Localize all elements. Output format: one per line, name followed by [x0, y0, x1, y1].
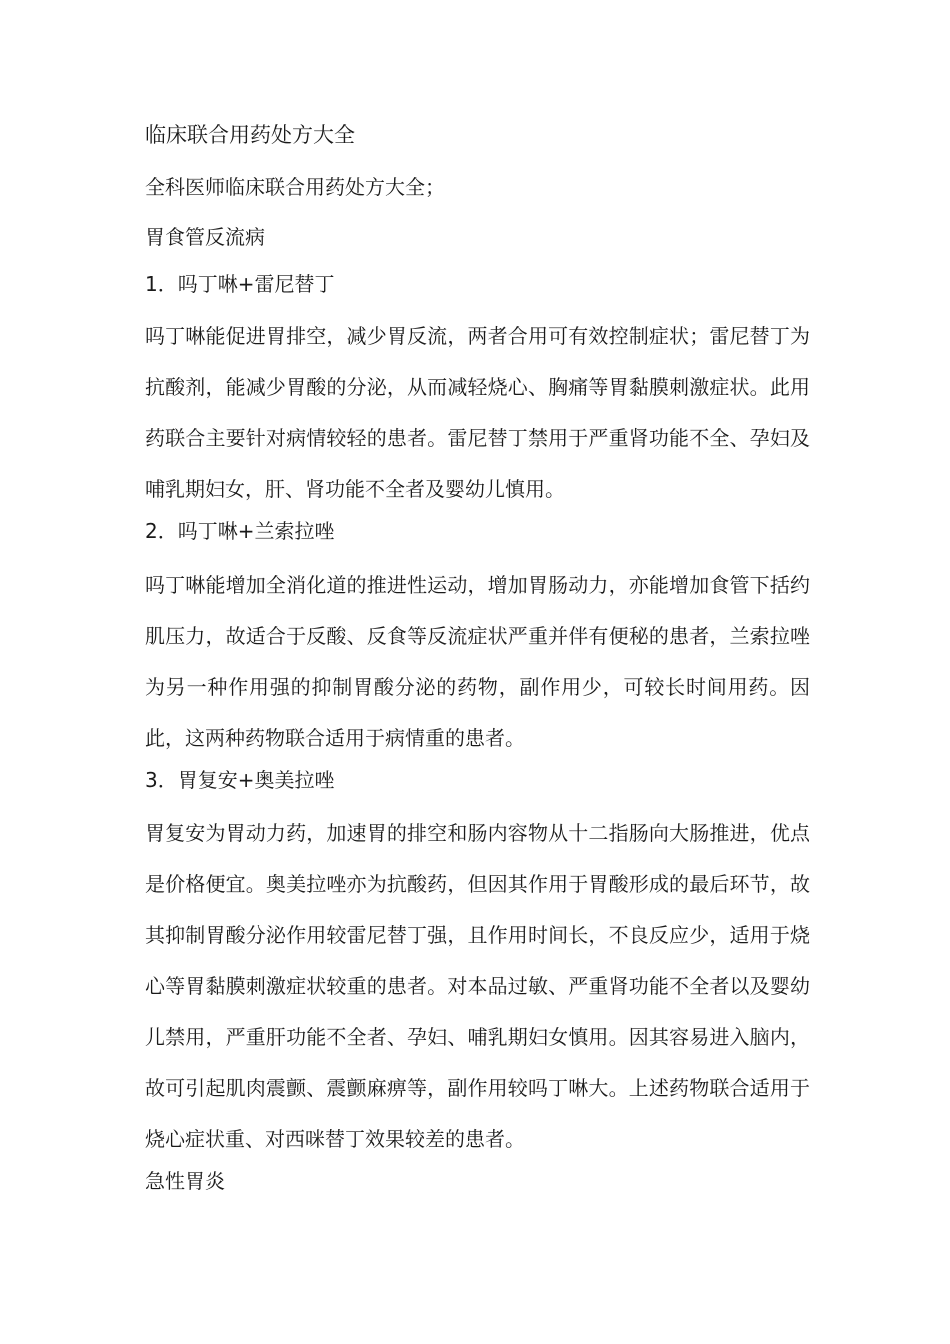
- drug-combo-heading-3: 3．胃复安+奥美拉唑: [145, 768, 335, 792]
- disease-heading-acute-gastritis: 急性胃炎: [145, 1169, 225, 1193]
- drug-combo-heading-2: 2．吗丁啉+兰索拉唑: [145, 519, 335, 543]
- document-title: 临床联合用药处方大全: [145, 123, 355, 147]
- disease-heading-gerd: 胃食管反流病: [145, 225, 265, 249]
- drug-combo-paragraph-2: 吗丁啉能增加全消化道的推进性运动，增加胃肠动力，亦能增加食管下括约肌压力，故适合于反酸、反食等反流症状严重并伴有便秘的患者，兰索拉唑为另一种作用强的抑制胃酸分泌的药物，副作用少，可较长时间用药。因此，这两种药物联合适用于病情重的患者。: [145, 573, 810, 750]
- drug-combo-heading-1: 1．吗丁啉+雷尼替丁: [145, 272, 335, 296]
- document-subtitle: 全科医师临床联合用药处方大全；: [145, 175, 445, 199]
- drug-combo-paragraph-3: 胃复安为胃动力药，加速胃的排空和肠内容物从十二指肠向大肠推进，优点是价格便宜。奥美拉唑亦为抗酸药，但因其作用于胃酸形成的最后环节，故其抑制胃酸分泌作用较雷尼替丁强，且作用时间长，不良反应少，适用于烧心等胃黏膜刺激症状较重的患者。对本品过敏、严重肾功能不全者以及婴幼儿禁用，严重肝功能不全者、孕妇、哺乳期妇女慎用。因其容易进入脑内，故可引起肌肉震颤、震颤麻痹等，副作用较吗丁啉大。上述药物联合适用于烧心症状重、对西咪替丁效果较差的患者。: [145, 821, 810, 1151]
- drug-combo-paragraph-1: 吗丁啉能促进胃排空，减少胃反流，两者合用可有效控制症状；雷尼替丁为抗酸剂，能减少胃酸的分泌，从而减轻烧心、胸痛等胃黏膜刺激症状。此用药联合主要针对病情较轻的患者。雷尼替丁禁用于严重肾功能不全、孕妇及哺乳期妇女，肝、肾功能不全者及婴幼儿慎用。: [145, 324, 810, 501]
